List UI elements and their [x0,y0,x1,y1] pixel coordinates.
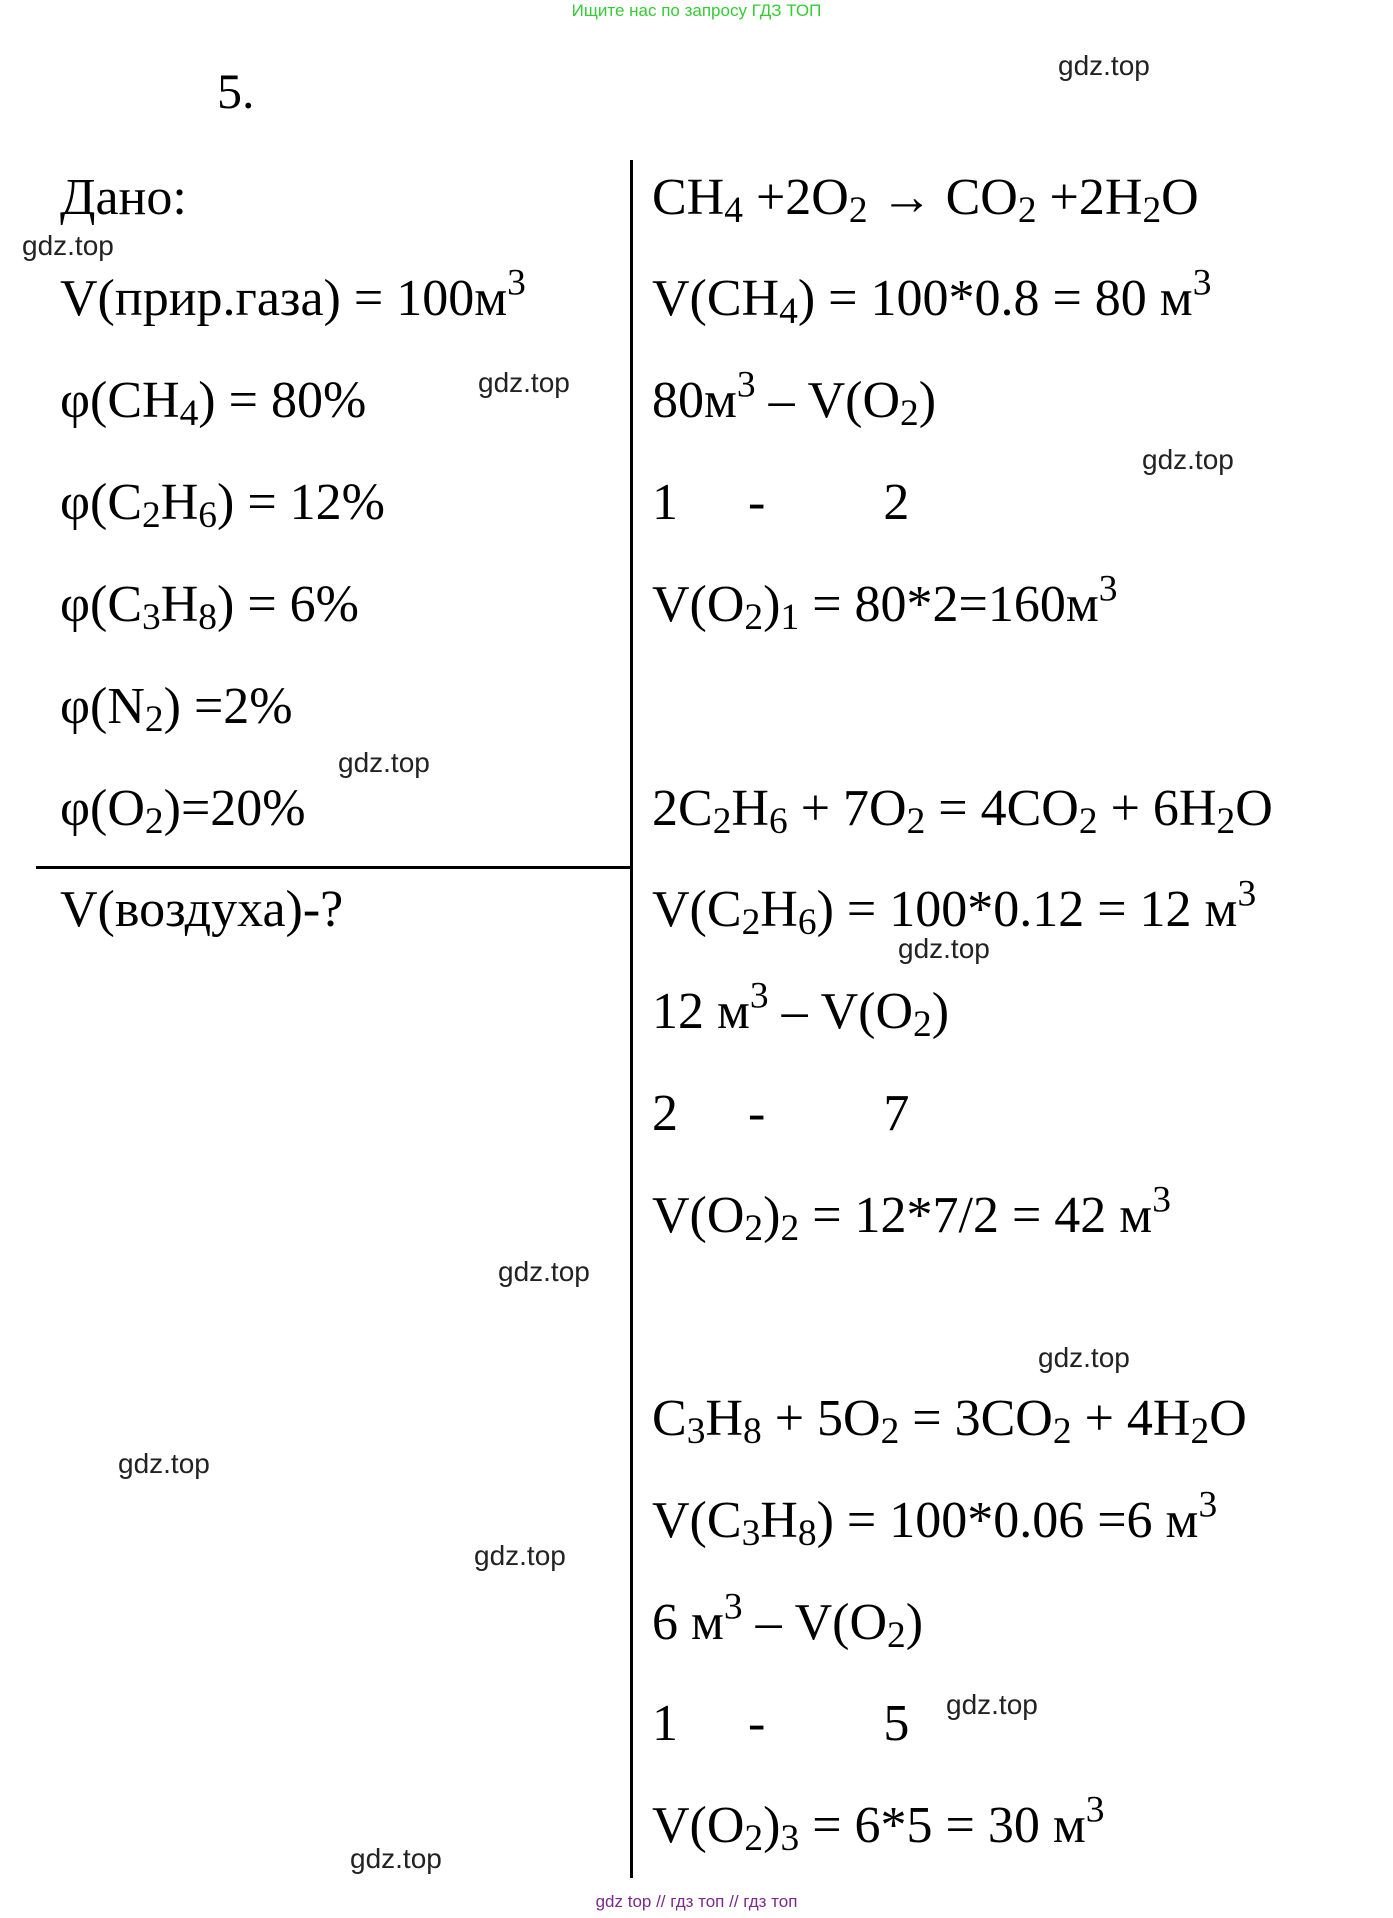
oxygen-volume-2: $V(O_2)_2 = 12*7/2 = 42$ $м^3$ [652,1179,1171,1250]
given-heading: Дано: [60,169,187,226]
watermark: gdz.top [498,1256,590,1287]
watermark: gdz.top [118,1448,210,1479]
footer-links: gdz top // гдз топ // гдз топ [595,1892,798,1911]
watermark: gdz.top [898,933,990,964]
watermark: gdz.top [1038,1342,1130,1373]
given-phi-c2h6: $\varphi(C_2H_6) = 12\%$ [60,474,385,537]
top-banner: Ищите нас по запросу ГДЗ ТОП [571,1,822,20]
watermark: gdz.top [338,747,430,778]
watermark: gdz.top [478,367,570,398]
given-phi-n2: $\varphi(N_2) =2\%$ [60,678,293,741]
given-gas-volume: V(прир.газа) = $100м^3$ [60,262,526,327]
eq-propane-combustion: $C_3H_8 + 5O_2 = 3CO_2 + 4H_2O$ [652,1390,1247,1453]
propane-proportion: 6 $м^3 - V(O_2)$ [652,1586,924,1657]
task-number: 5. [217,63,255,119]
methane-ratio: 1 - 2 [652,474,910,531]
eq-methane-combustion: $CH_4 +2O_2 \to CO_2 +2H_2O$ [652,169,1199,232]
watermark: gdz.top [946,1689,1038,1720]
eq-ethane-combustion: $2C_2H_6 + 7O_2 = 4CO_2 + 6H_2O$ [652,780,1273,843]
ethane-proportion: 12 $м^3 - V(O_2)$ [652,975,950,1046]
ethane-ratio: 2 - 7 [652,1085,910,1142]
given-phi-o2: $\varphi(O_2)=20\%$ [60,780,306,843]
watermark: gdz.top [350,1843,442,1874]
watermark: gdz.top [474,1540,566,1571]
oxygen-volume-1: $V(O_2)_1 = 80*2=160м^3$ [652,568,1118,639]
methane-proportion: $80м^3 - V(O_2)$ [652,364,937,435]
vertical-divider [630,160,633,1878]
ethane-volume: $V(C_2H_6) = 100*0.12 = 12$ $м^3$ [652,873,1257,944]
methane-volume: $V(CH_4) = 100*0.8 = 80$ $м^3$ [652,262,1212,333]
given-phi-c3h8: $\varphi(C_3H_8) = 6\%$ [60,576,359,639]
watermark: gdz.top [1142,444,1234,475]
given-find: V(воздуха)-? [60,881,344,938]
given-phi-ch4: $\varphi(CH_4) = 80\%$ [60,372,367,435]
oxygen-volume-3: $V(O_2)_3 = 6*5 = 30$ $м^3$ [652,1789,1105,1860]
propane-ratio: 1 - 5 [652,1695,910,1752]
watermark: gdz.top [22,230,114,261]
watermark: gdz.top [1058,50,1150,81]
propane-volume: $V(C_3H_8) = 100*0.06 =6$ $м^3$ [652,1484,1218,1555]
horizontal-divider [36,866,630,869]
